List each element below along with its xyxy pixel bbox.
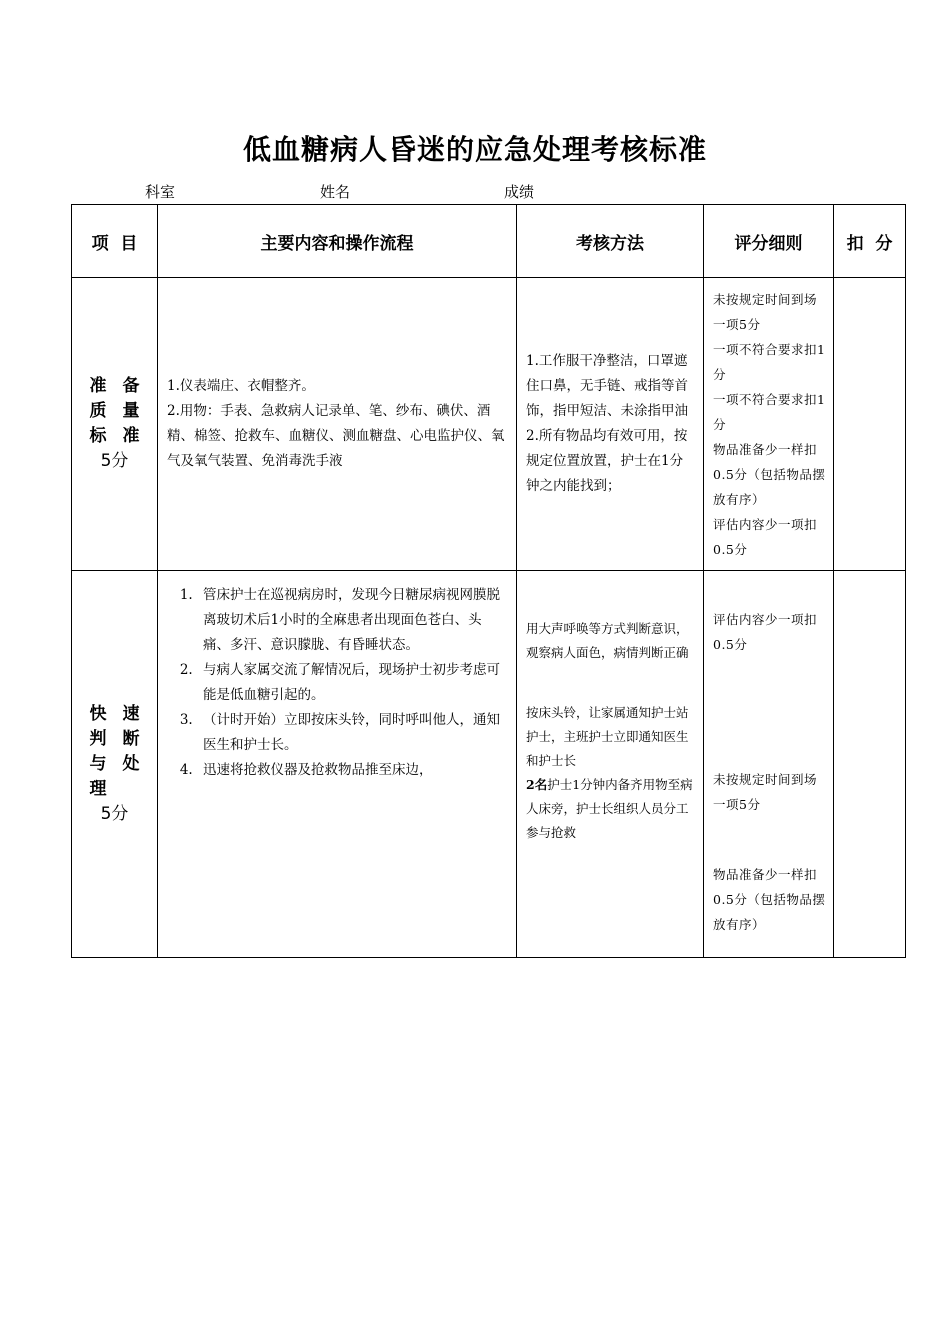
criteria-line: 评估内容少一项扣0.5分 xyxy=(713,612,818,652)
item-cell xyxy=(72,278,158,571)
table-row xyxy=(72,571,906,958)
deduct-cell[interactable] xyxy=(834,278,906,571)
header-method: 考核方法 xyxy=(517,205,704,278)
criteria-line: 一项不符合要求扣1分 xyxy=(713,341,826,382)
score-label: 成绩 xyxy=(504,183,535,201)
list-item: 2. 与病人家属交流了解情况后，现场护士初步考虑可能是低血糖引起的。 xyxy=(197,658,508,708)
method-cell xyxy=(517,571,704,958)
header-deduct: 扣 分 xyxy=(834,205,906,278)
method-cell xyxy=(517,278,704,571)
header-criteria: 评分细则 xyxy=(704,205,834,278)
item-line: 标准 xyxy=(89,426,140,446)
method-line: 用大声呼唤等方式判断意识，观察病人面色，病情判断正确 xyxy=(526,621,689,660)
method-text: 护士1分钟内备齐用物至病人床旁，护士长组织人员分工参与抢救 xyxy=(526,777,693,840)
table-header-row xyxy=(72,205,906,278)
item-line: 准备 xyxy=(89,376,140,396)
criteria-line: 一项不符合要求扣1分 xyxy=(713,391,826,432)
content-cell xyxy=(158,278,517,571)
content-line: 2.用物：手表、急救病人记录单、笔、纱布、碘伏、酒精、棉签、抢救车、血糖仪、测血糖盘、心电监护仪、氧气及氧气装置、免消毒洗手液 xyxy=(167,403,505,469)
criteria-line: 评估内容少一项扣0.5分 xyxy=(713,516,818,557)
method-line: 按床头铃，让家属通知护士站护士，主班护士立即通知医生和护士长 xyxy=(526,705,689,768)
item-cell xyxy=(72,571,158,958)
assessment-table xyxy=(71,204,906,958)
deduct-cell[interactable] xyxy=(834,571,906,958)
page-title: 低血糖病人昏迷的应急处理考核标准 xyxy=(242,133,707,166)
criteria-cell xyxy=(704,571,834,958)
header-item: 项 目 xyxy=(72,205,158,278)
item-line: 快速 xyxy=(89,703,140,724)
method-bold: 2名 xyxy=(526,777,548,792)
method-line: 2.所有物品均有效可用，按规定位置放置，护士在1分钟之内能找到； xyxy=(526,428,688,494)
department-label: 科室 xyxy=(145,183,176,201)
content-line: 1.仪表端庄、衣帽整齐。 xyxy=(167,378,315,394)
content-cell xyxy=(158,571,517,958)
criteria-line: 物品准备少一样扣0.5分（包括物品摆放有序） xyxy=(713,867,826,932)
criteria-line: 未按规定时间到场一项5分 xyxy=(713,772,818,812)
criteria-line: 未按规定时间到场一项5分 xyxy=(713,291,818,332)
steps-list xyxy=(167,583,508,783)
list-item: 1. 管床护士在巡视病房时，发现今日糖尿病视网膜脱离玻切术后1小时的全麻患者出现面色苍白、头痛、多汗、意识朦胧、有昏睡状态。 xyxy=(197,583,508,658)
criteria-cell xyxy=(704,278,834,571)
list-item: 4. 迅速将抢救仪器及抢救物品推至床边， xyxy=(197,758,508,783)
method-line xyxy=(526,773,695,845)
criteria-line: 物品准备少一样扣0.5分（包括物品摆放有序） xyxy=(713,441,826,507)
header-content: 主要内容和操作流程 xyxy=(158,205,517,278)
item-line: 质量 xyxy=(89,401,140,421)
item-score: 5分 xyxy=(100,803,129,824)
item-line: 与处 xyxy=(89,753,140,774)
item-score: 5分 xyxy=(100,451,129,471)
method-line: 1.工作服干净整洁，口罩遮住口鼻，无手链、戒指等首饰，指甲短洁、未涂指甲油 xyxy=(526,353,688,419)
name-label: 姓名 xyxy=(320,183,351,201)
item-line: 理 xyxy=(89,778,107,799)
table-row xyxy=(72,278,906,571)
list-item: 3. （计时开始）立即按床头铃，同时呼叫他人，通知医生和护士长。 xyxy=(197,708,508,758)
item-line: 判断 xyxy=(89,728,140,749)
